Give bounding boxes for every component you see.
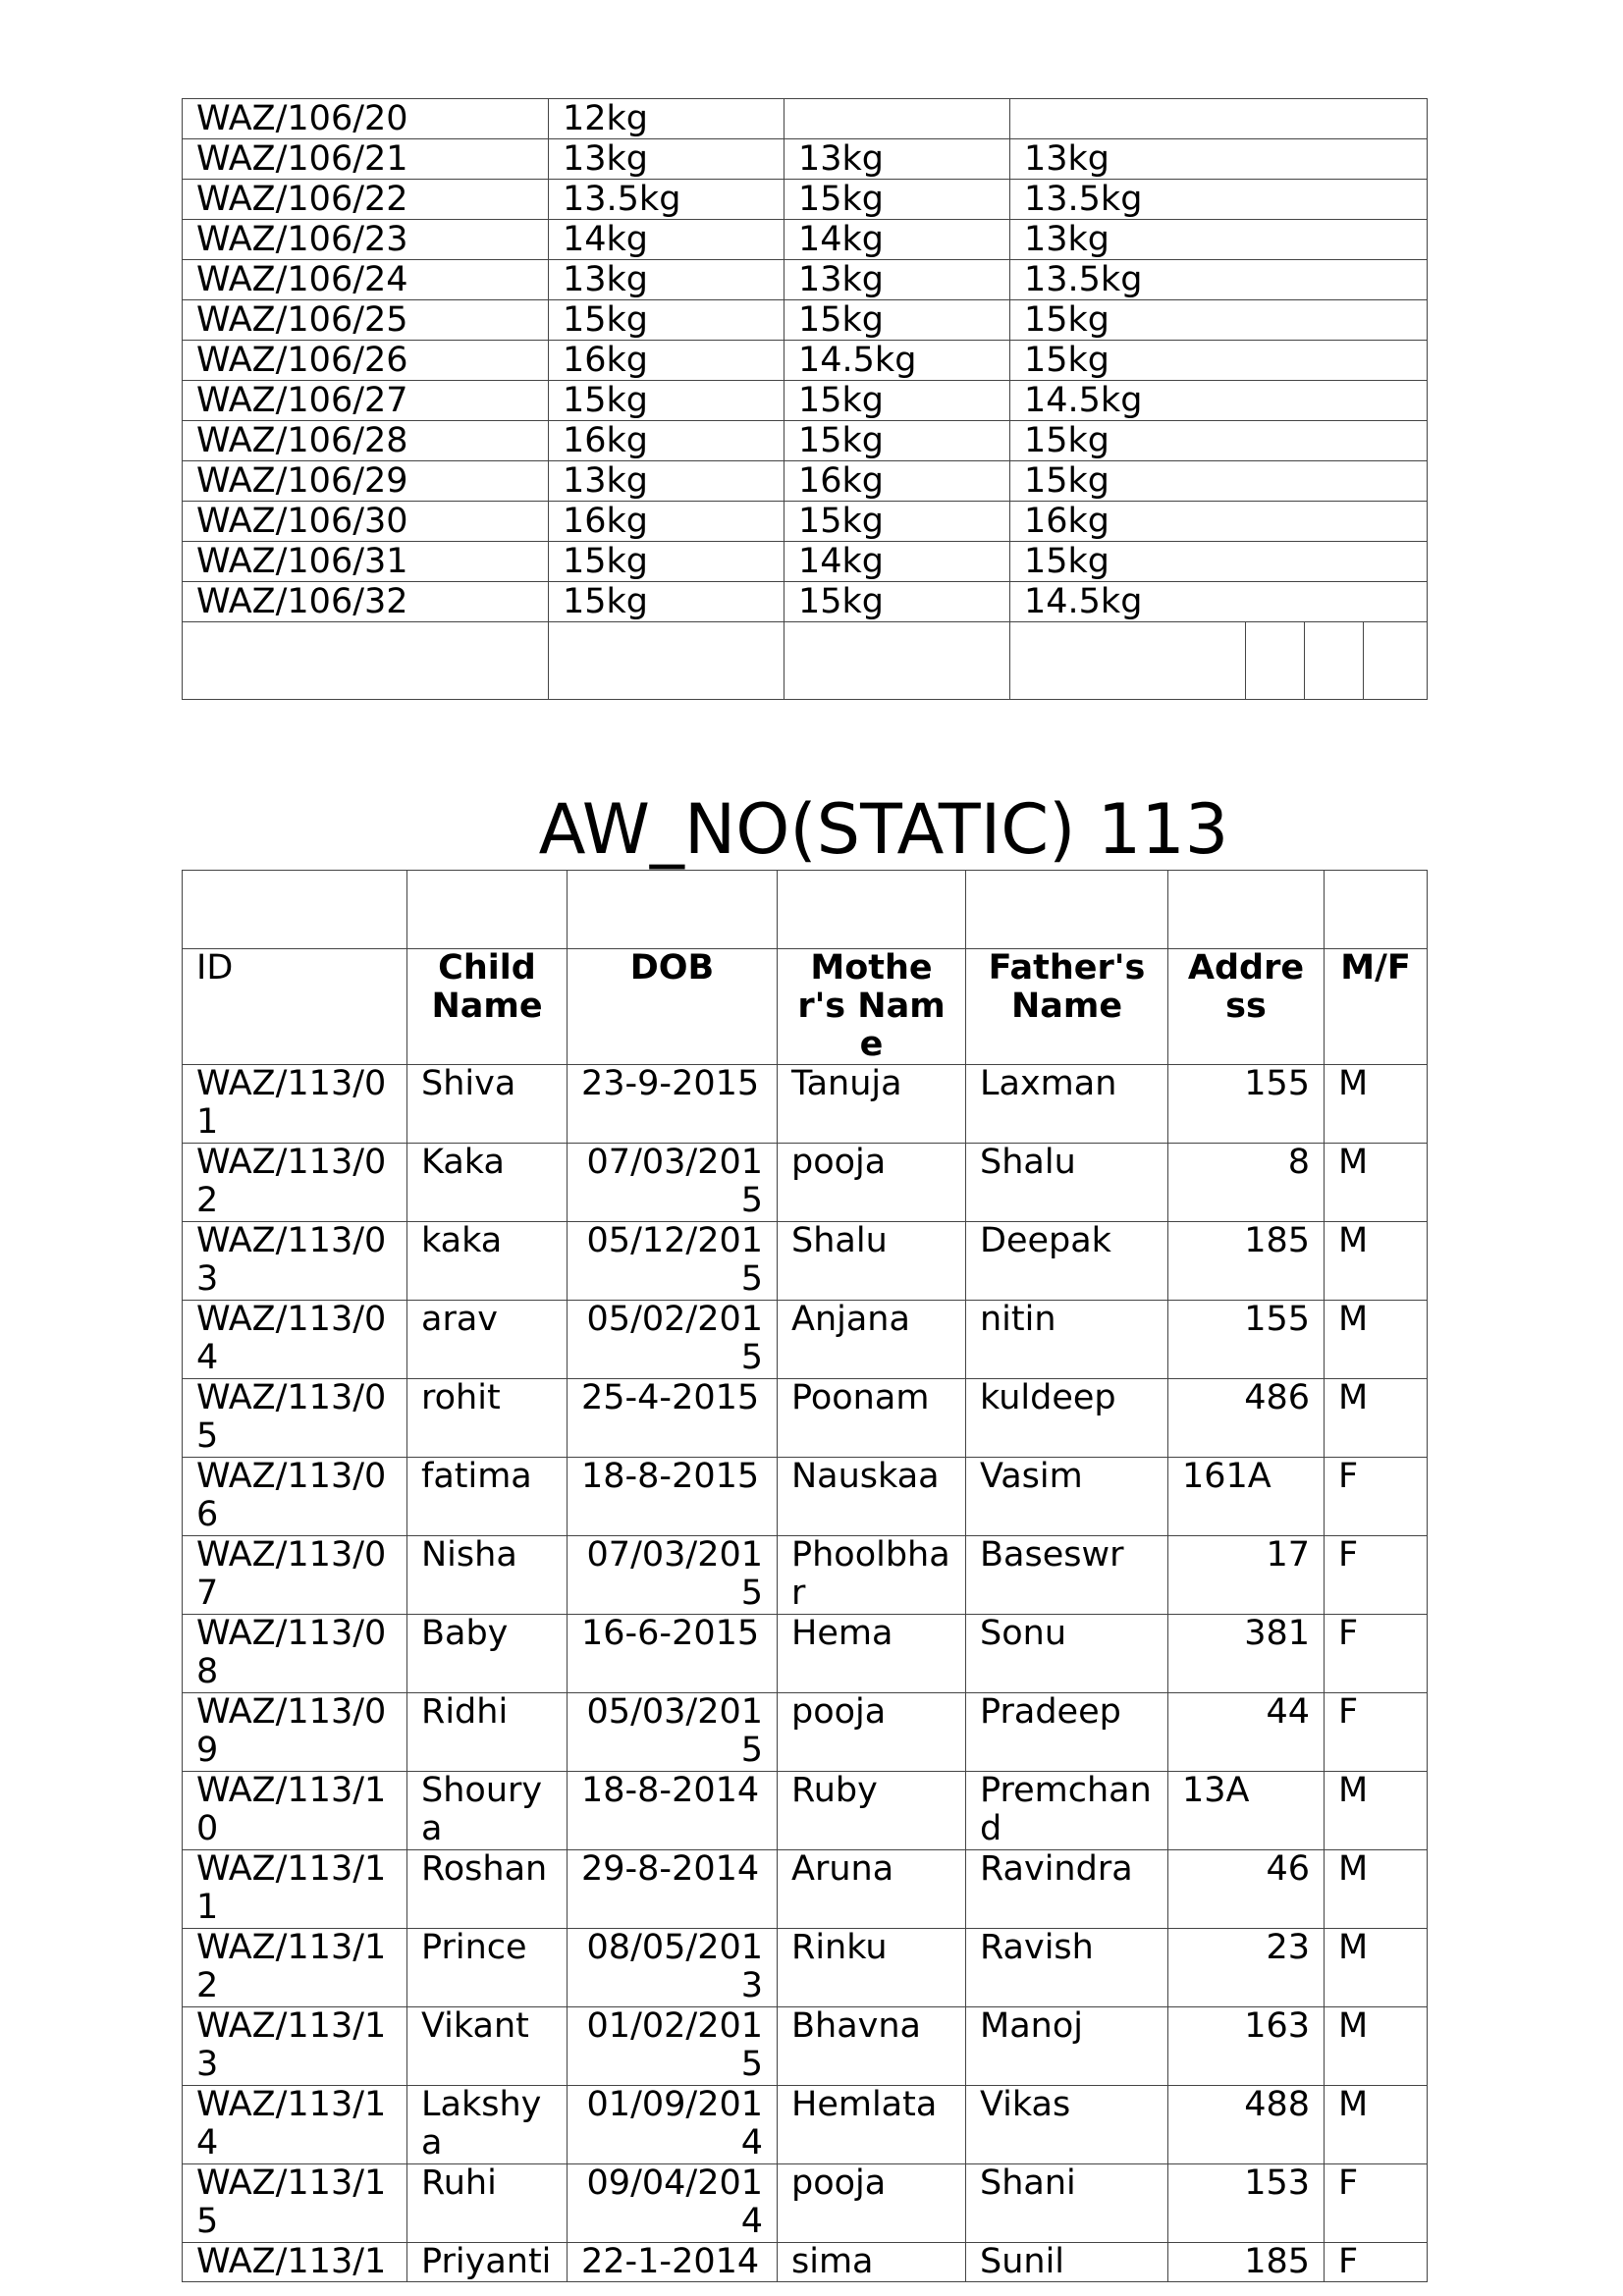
- mother-name: Bhavna: [778, 2007, 966, 2086]
- header-gender: M/F: [1325, 949, 1428, 1065]
- table-row: [183, 2164, 1428, 2243]
- weight-3: 15kg: [1010, 421, 1428, 461]
- child-id: WAZ/113/04: [183, 1301, 407, 1379]
- mother-name: Aruna: [778, 1850, 966, 1929]
- child-id: WAZ/113/08: [183, 1615, 407, 1693]
- table-row: [183, 2243, 1428, 2282]
- father-name: Laxman: [966, 1065, 1168, 1144]
- row-id: WAZ/106/24: [183, 260, 549, 300]
- address: 44: [1168, 1693, 1325, 1772]
- table-row: [183, 1929, 1428, 2007]
- child-dob: 18-8-2015: [568, 1458, 778, 1536]
- table-row: [183, 99, 1428, 139]
- header-dob: DOB: [568, 949, 778, 1065]
- row-id: WAZ/106/20: [183, 99, 549, 139]
- table-row: [183, 1458, 1428, 1536]
- weight-1: 16kg: [549, 421, 784, 461]
- mother-name: pooja: [778, 2164, 966, 2243]
- child-id: WAZ/113/10: [183, 1772, 407, 1850]
- child-name: Nisha: [407, 1536, 568, 1615]
- table-row: [183, 2086, 1428, 2164]
- child-id: WAZ/113/15: [183, 2164, 407, 2243]
- weight-1: 16kg: [549, 502, 784, 542]
- weight-3: 15kg: [1010, 341, 1428, 381]
- father-name: Vikas: [966, 2086, 1168, 2164]
- table-row: [183, 582, 1428, 622]
- child-name: Prince: [407, 1929, 568, 2007]
- child-name: Vikant: [407, 2007, 568, 2086]
- address: 486: [1168, 1379, 1325, 1458]
- table-row: [183, 1222, 1428, 1301]
- father-name: kuldeep: [966, 1379, 1168, 1458]
- child-dob: 01/02/2015: [568, 2007, 778, 2086]
- table-row: [183, 502, 1428, 542]
- address: 155: [1168, 1065, 1325, 1144]
- child-name: Ridhi: [407, 1693, 568, 1772]
- address: 381: [1168, 1615, 1325, 1693]
- child-id: WAZ/113/1: [183, 2243, 407, 2282]
- child-dob: 09/04/2014: [568, 2164, 778, 2243]
- weight-2: 15kg: [784, 421, 1010, 461]
- weight-2: 15kg: [784, 180, 1010, 220]
- address: 185: [1168, 1222, 1325, 1301]
- table-row: [183, 341, 1428, 381]
- gender: M: [1325, 2007, 1428, 2086]
- father-name: Baseswr: [966, 1536, 1168, 1615]
- weights-table: [182, 98, 1428, 700]
- header-row: [183, 949, 1428, 1065]
- row-id: WAZ/106/28: [183, 421, 549, 461]
- weight-1: 13kg: [549, 260, 784, 300]
- gender: M: [1325, 1301, 1428, 1379]
- father-name: Shani: [966, 2164, 1168, 2243]
- child-name: Lakshya: [407, 2086, 568, 2164]
- child-dob: 01/09/2014: [568, 2086, 778, 2164]
- empty-cell: [1246, 622, 1305, 700]
- gender: M: [1325, 1065, 1428, 1144]
- row-id: WAZ/106/32: [183, 582, 549, 622]
- table-row: [183, 1144, 1428, 1222]
- child-name: Ruhi: [407, 2164, 568, 2243]
- child-id: WAZ/113/03: [183, 1222, 407, 1301]
- children-table: [182, 870, 1428, 2282]
- child-name: Priyanti: [407, 2243, 568, 2282]
- child-name: arav: [407, 1301, 568, 1379]
- mother-name: Poonam: [778, 1379, 966, 1458]
- weight-2: 14.5kg: [784, 341, 1010, 381]
- empty-row: [183, 871, 1428, 949]
- weight-3: [1010, 99, 1428, 139]
- child-id: WAZ/113/01: [183, 1065, 407, 1144]
- address: 153: [1168, 2164, 1325, 2243]
- table-row: [183, 542, 1428, 582]
- weight-2: [784, 99, 1010, 139]
- weight-2: 16kg: [784, 461, 1010, 502]
- gender: M: [1325, 1144, 1428, 1222]
- gender: M: [1325, 1929, 1428, 2007]
- father-name: Shalu: [966, 1144, 1168, 1222]
- empty-cell: [183, 622, 549, 700]
- child-dob: 07/03/2015: [568, 1144, 778, 1222]
- row-id: WAZ/106/23: [183, 220, 549, 260]
- row-id: WAZ/106/31: [183, 542, 549, 582]
- table-row: [183, 1379, 1428, 1458]
- weight-1: 15kg: [549, 582, 784, 622]
- child-dob: 05/12/2015: [568, 1222, 778, 1301]
- father-name: Ravish: [966, 1929, 1168, 2007]
- table-row: [183, 381, 1428, 421]
- child-dob: 07/03/2015: [568, 1536, 778, 1615]
- child-name: rohit: [407, 1379, 568, 1458]
- child-dob: 18-8-2014: [568, 1772, 778, 1850]
- child-id: WAZ/113/12: [183, 1929, 407, 2007]
- mother-name: sima: [778, 2243, 966, 2282]
- section-title: AW_NO(STATIC) 113: [538, 789, 1229, 870]
- table-row: [183, 1772, 1428, 1850]
- mother-name: Ruby: [778, 1772, 966, 1850]
- weight-2: 15kg: [784, 300, 1010, 341]
- header-father-name: Father's Name: [966, 949, 1168, 1065]
- table-row: [183, 300, 1428, 341]
- child-dob: 22-1-2014: [568, 2243, 778, 2282]
- table-row: [183, 421, 1428, 461]
- gender: M: [1325, 1379, 1428, 1458]
- table-row: [183, 2007, 1428, 2086]
- gender: F: [1325, 1615, 1428, 1693]
- child-dob: 25-4-2015: [568, 1379, 778, 1458]
- row-id: WAZ/106/22: [183, 180, 549, 220]
- weight-1: 15kg: [549, 381, 784, 421]
- weight-3: 15kg: [1010, 461, 1428, 502]
- child-id: WAZ/113/07: [183, 1536, 407, 1615]
- weight-3: 14.5kg: [1010, 582, 1428, 622]
- child-name: kaka: [407, 1222, 568, 1301]
- table-row: [183, 1693, 1428, 1772]
- table-row: [183, 1301, 1428, 1379]
- child-id: WAZ/113/14: [183, 2086, 407, 2164]
- weight-3: 15kg: [1010, 542, 1428, 582]
- mother-name: pooja: [778, 1693, 966, 1772]
- gender: M: [1325, 2086, 1428, 2164]
- address: 23: [1168, 1929, 1325, 2007]
- weight-1: 16kg: [549, 341, 784, 381]
- table-row: [183, 180, 1428, 220]
- father-name: Pradeep: [966, 1693, 1168, 1772]
- child-name: fatima: [407, 1458, 568, 1536]
- weight-3: 13.5kg: [1010, 260, 1428, 300]
- child-name: Shiva: [407, 1065, 568, 1144]
- weight-2: 15kg: [784, 582, 1010, 622]
- weight-2: 15kg: [784, 502, 1010, 542]
- weight-2: 14kg: [784, 220, 1010, 260]
- address: 488: [1168, 2086, 1325, 2164]
- address: 185: [1168, 2243, 1325, 2282]
- child-name: Kaka: [407, 1144, 568, 1222]
- gender: M: [1325, 1222, 1428, 1301]
- weight-3: 13kg: [1010, 139, 1428, 180]
- row-id: WAZ/106/30: [183, 502, 549, 542]
- weight-1: 14kg: [549, 220, 784, 260]
- header-id: ID: [183, 949, 407, 1065]
- mother-name: Hema: [778, 1615, 966, 1693]
- row-id: WAZ/106/27: [183, 381, 549, 421]
- weight-2: 13kg: [784, 260, 1010, 300]
- father-name: Vasim: [966, 1458, 1168, 1536]
- weight-3: 15kg: [1010, 300, 1428, 341]
- empty-cell: [549, 622, 784, 700]
- weight-2: 14kg: [784, 542, 1010, 582]
- gender: F: [1325, 1693, 1428, 1772]
- address: 17: [1168, 1536, 1325, 1615]
- child-dob: 29-8-2014: [568, 1850, 778, 1929]
- gender: M: [1325, 1850, 1428, 1929]
- weight-1: 13.5kg: [549, 180, 784, 220]
- weight-3: 13.5kg: [1010, 180, 1428, 220]
- address: 161A: [1168, 1458, 1325, 1536]
- child-id: WAZ/113/09: [183, 1693, 407, 1772]
- address: 8: [1168, 1144, 1325, 1222]
- father-name: Manoj: [966, 2007, 1168, 2086]
- empty-cell: [1010, 622, 1246, 700]
- weight-1: 13kg: [549, 139, 784, 180]
- weight-2: 13kg: [784, 139, 1010, 180]
- father-name: Deepak: [966, 1222, 1168, 1301]
- father-name: Premchand: [966, 1772, 1168, 1850]
- table-row: [183, 461, 1428, 502]
- child-dob: 23-9-2015: [568, 1065, 778, 1144]
- father-name: Sunil: [966, 2243, 1168, 2282]
- child-id: WAZ/113/13: [183, 2007, 407, 2086]
- table-row: [183, 139, 1428, 180]
- empty-cell: [1305, 622, 1364, 700]
- child-name: Baby: [407, 1615, 568, 1693]
- gender: F: [1325, 1536, 1428, 1615]
- row-id: WAZ/106/25: [183, 300, 549, 341]
- child-dob: 05/02/2015: [568, 1301, 778, 1379]
- weight-1: 15kg: [549, 300, 784, 341]
- table-row: [183, 1536, 1428, 1615]
- weight-1: 12kg: [549, 99, 784, 139]
- weight-3: 14.5kg: [1010, 381, 1428, 421]
- child-dob: 05/03/2015: [568, 1693, 778, 1772]
- father-name: Sonu: [966, 1615, 1168, 1693]
- table-row: [183, 1065, 1428, 1144]
- weight-1: 15kg: [549, 542, 784, 582]
- weight-3: 16kg: [1010, 502, 1428, 542]
- row-id: WAZ/106/21: [183, 139, 549, 180]
- row-id: WAZ/106/26: [183, 341, 549, 381]
- mother-name: Nauskaa: [778, 1458, 966, 1536]
- table-row: [183, 1615, 1428, 1693]
- address: 46: [1168, 1850, 1325, 1929]
- table-row: [183, 260, 1428, 300]
- weight-2: 15kg: [784, 381, 1010, 421]
- mother-name: pooja: [778, 1144, 966, 1222]
- child-id: WAZ/113/06: [183, 1458, 407, 1536]
- empty-cell: [784, 622, 1010, 700]
- header-mother-name: Mother's Name: [778, 949, 966, 1065]
- empty-cell: [1364, 622, 1428, 700]
- gender: F: [1325, 2164, 1428, 2243]
- empty-row: [183, 622, 1428, 700]
- mother-name: Shalu: [778, 1222, 966, 1301]
- table-row: [183, 1850, 1428, 1929]
- child-name: Shourya: [407, 1772, 568, 1850]
- gender: F: [1325, 1458, 1428, 1536]
- child-id: WAZ/113/05: [183, 1379, 407, 1458]
- child-dob: 16-6-2015: [568, 1615, 778, 1693]
- child-id: WAZ/113/11: [183, 1850, 407, 1929]
- father-name: Ravindra: [966, 1850, 1168, 1929]
- weight-3: 13kg: [1010, 220, 1428, 260]
- header-address: Address: [1168, 949, 1325, 1065]
- mother-name: Hemlata: [778, 2086, 966, 2164]
- child-id: WAZ/113/02: [183, 1144, 407, 1222]
- address: 163: [1168, 2007, 1325, 2086]
- gender: F: [1325, 2243, 1428, 2282]
- mother-name: Anjana: [778, 1301, 966, 1379]
- table-row: [183, 220, 1428, 260]
- mother-name: Tanuja: [778, 1065, 966, 1144]
- child-name: Roshan: [407, 1850, 568, 1929]
- mother-name: Rinku: [778, 1929, 966, 2007]
- father-name: nitin: [966, 1301, 1168, 1379]
- gender: M: [1325, 1772, 1428, 1850]
- child-dob: 08/05/2013: [568, 1929, 778, 2007]
- address: 155: [1168, 1301, 1325, 1379]
- weight-1: 13kg: [549, 461, 784, 502]
- mother-name: Phoolbhar: [778, 1536, 966, 1615]
- row-id: WAZ/106/29: [183, 461, 549, 502]
- address: 13A: [1168, 1772, 1325, 1850]
- header-child-name: Child Name: [407, 949, 568, 1065]
